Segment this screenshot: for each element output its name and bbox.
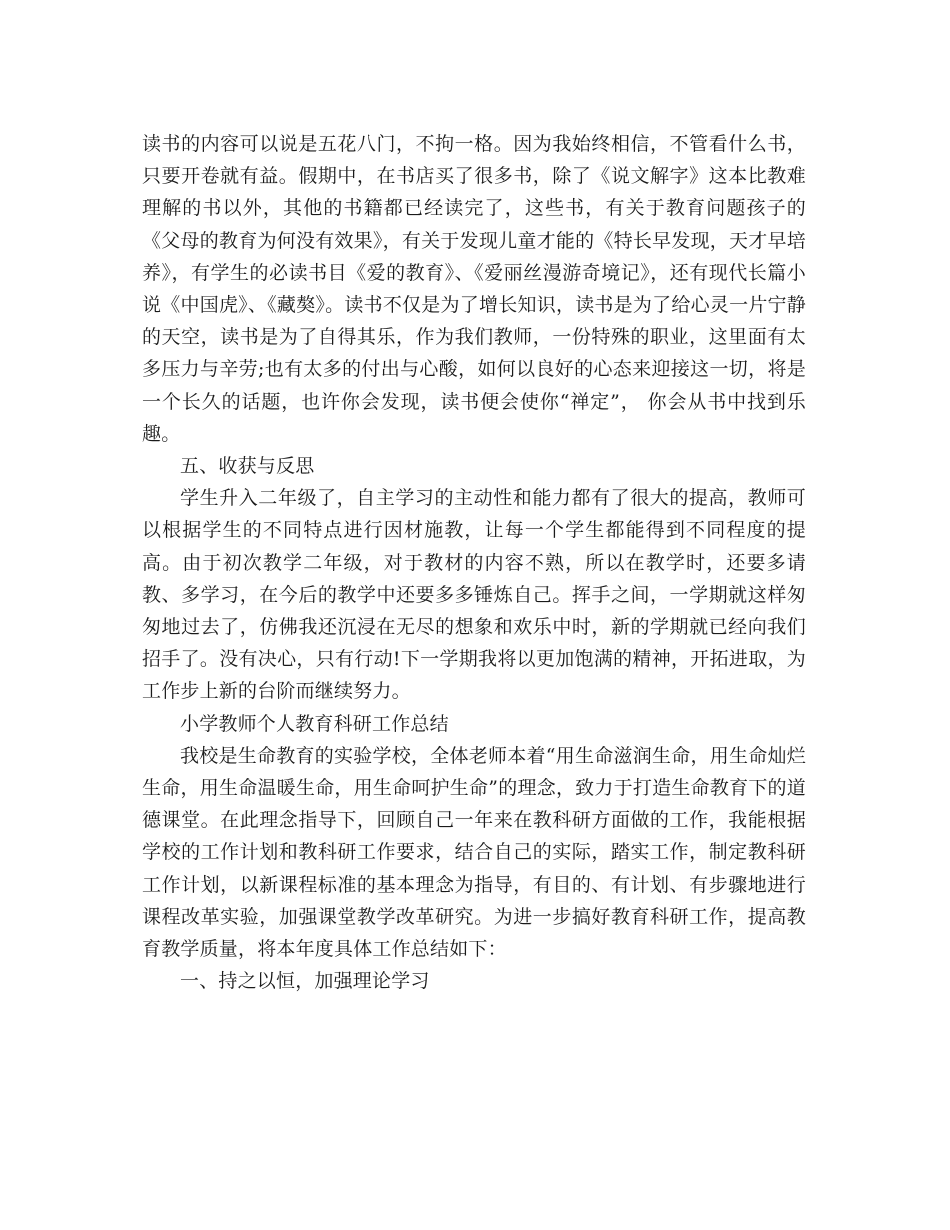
paragraph-research-intro: 我校是生命教育的实验学校，全体老师本着“用生命滋润生命，用生命灿烂生命，用生命温暖生命，用生命呵护生命”的理念，致力于打造生命教育下的道德课堂。在此理念指导下，回顾自己一年来在教科研方面做的工作，我能根据学校的工作计划和教科研工作要求，结合自己的实际，踏实工作，制定教科研工作计划，以新课程标准的基本理念为指导，有目的、有计划、有步骤地进行课程改革实验，加强课堂教学改革研究。为进一步搞好教育科研工作，提高教育教学质量，将本年度具体工作总结如下：	[142, 744, 806, 961]
paragraph-harvest-reflection: 学生升入二年级了，自主学习的主动性和能力都有了很大的提高，教师可以根据学生的不同特点进行因材施教，让每一个学生都能得到不同程度的提高。由于初次教学二年级，对于教材的内容不熟，所以在教学时，还要多请教、多学习，在今后的教学中还要多多锤炼自己。挥手之间，一学期就这样匆匆地过去了，仿佛我还沉浸在无尽的想象和欢乐中时，新的学期就已经向我们招手了。没有决心，只有行动!下一学期我将以更加饱满的精神，开拓进取，为工作步上新的台阶而继续努力。	[142, 487, 806, 703]
document-body	[142, 128, 806, 997]
section-heading-theory-study: 一、持之以恒，加强理论学习	[180, 970, 430, 993]
paragraph-reading-content: 读书的内容可以说是五花八门，不拘一格。因为我始终相信，不管看什么书，只要开卷就有益。假期中，在书店买了很多书，除了《说文解字》这本比教难理解的书以外，其他的书籍都已经读完了，这些书，有关于教育问题孩子的《父母的教育为何没有效果》，有关于发现儿童才能的《特长早发现，天才早培养》，有学生的必读书目《爱的教育》、《爱丽丝漫游奇境记》，还有现代长篇小说《中国虎》、《藏獒》。读书不仅是为了增长知识，读书是为了给心灵一片宁静的天空，读书是为了自得其乐，作为我们教师，一份特殊的职业，这里面有太多压力与辛劳;也有太多的付出与心酸，如何以良好的心态来迎接这一切，将是一个长久的话题，也许你会发现，读书便会使你“禅定”， 你会从书中找到乐趣。	[142, 133, 806, 445]
document-title-research-summary: 小学教师个人教育科研工作总结	[180, 712, 449, 735]
section-heading-harvest-reflection: 五、收获与反思	[180, 455, 315, 478]
